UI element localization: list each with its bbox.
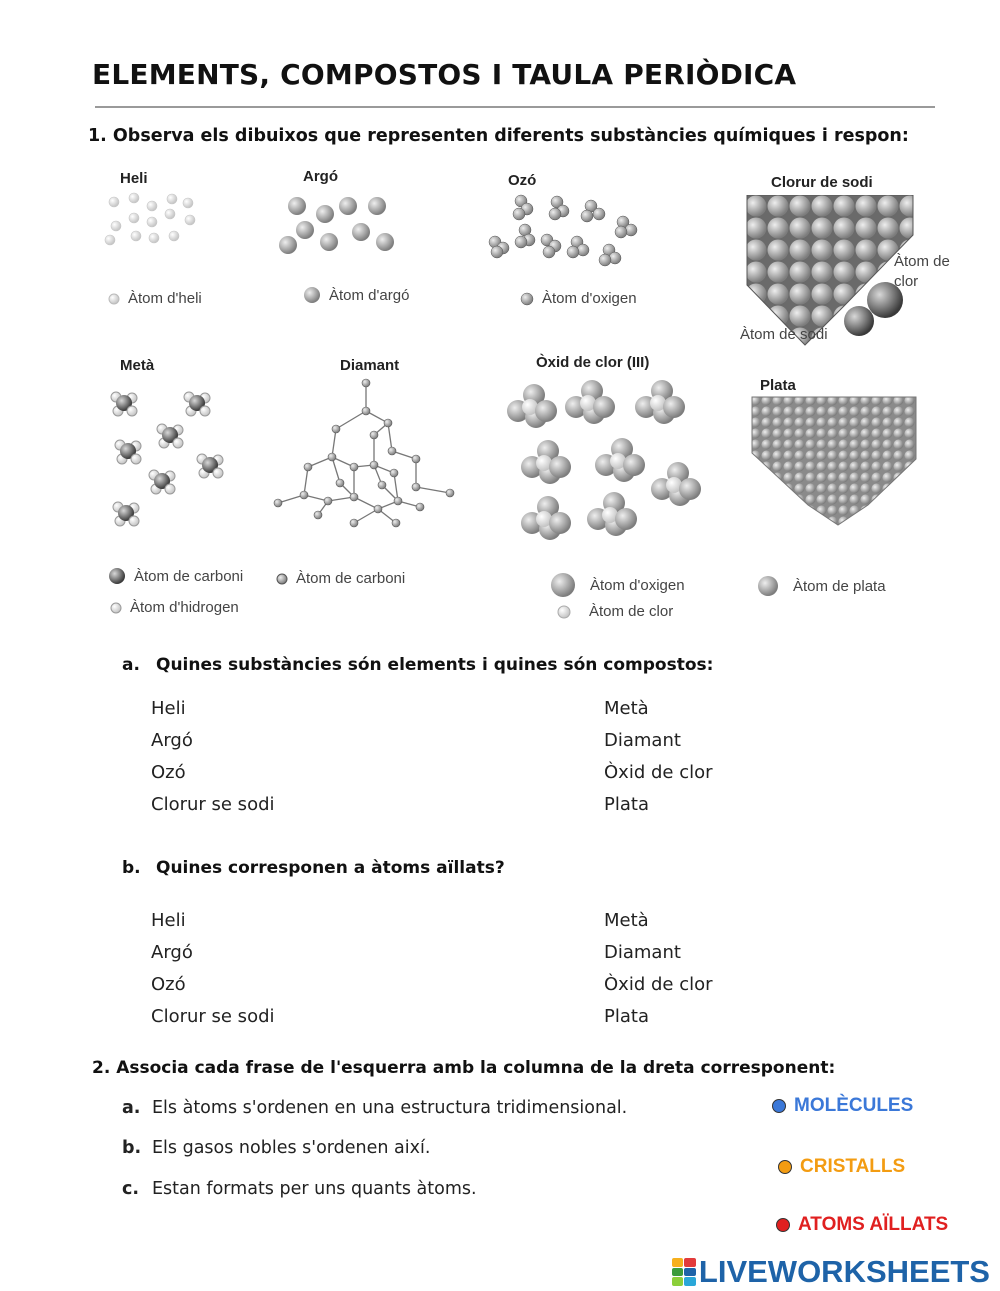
- category-crystals-label: CRISTALLS: [800, 1156, 906, 1177]
- chlorine-oxide-illustration: [500, 375, 710, 550]
- qb-option-diamant[interactable]: Diamant: [604, 942, 681, 963]
- liveworksheets-logo-icon: [672, 1258, 696, 1286]
- qa-option-diamant[interactable]: Diamant: [604, 730, 681, 751]
- qa-option-argo[interactable]: Argó: [151, 730, 193, 751]
- liveworksheets-logo: [672, 1254, 990, 1290]
- legend-silver: [757, 575, 886, 597]
- q2-statement-c-text: Estan formats per uns quants àtoms.: [152, 1179, 477, 1199]
- molecules-dot-icon[interactable]: [772, 1099, 786, 1113]
- legend-diamond-carbon-label: Àtom de carboni: [296, 570, 406, 587]
- hydrogen-atom-icon: [110, 602, 122, 614]
- qb-option-argo[interactable]: Argó: [151, 942, 193, 963]
- title-divider: [95, 106, 935, 108]
- panel-title-clorur: Clorur de sodi: [771, 174, 873, 191]
- qa-option-ozo[interactable]: Ozó: [151, 762, 186, 783]
- legend-argon: [303, 286, 409, 304]
- silver-crystal: [752, 397, 916, 525]
- carbon-atom-icon: [276, 573, 288, 585]
- ozone-molecules-illustration: [485, 190, 645, 270]
- diamond-structure-illustration: [270, 375, 465, 535]
- qb-option-heli[interactable]: Heli: [151, 910, 186, 931]
- legend-methane-carbon-label: Àtom de carboni: [134, 567, 244, 585]
- qb-option-clorur[interactable]: Clorur se sodi: [151, 1006, 275, 1027]
- panel-title-heli: Heli: [120, 170, 148, 187]
- q2-statement-a-label: a.: [122, 1098, 141, 1118]
- legend-methane-carbon: [108, 567, 243, 585]
- sodium-chloride-crystal: [747, 195, 913, 345]
- legend-oxide-oxygen-label: Àtom d'oxigen: [590, 576, 685, 594]
- category-molecules-label: MOLÈCULES: [794, 1095, 914, 1116]
- question-a-label: a.: [122, 655, 140, 675]
- question-a-text: Quines substàncies són elements i quines són compostos:: [156, 655, 714, 675]
- q2-statement-b[interactable]: [122, 1138, 430, 1158]
- helium-atoms-illustration: [100, 190, 210, 250]
- q2-statement-c[interactable]: [122, 1179, 477, 1199]
- legend-oxide-chlorine-label: Àtom de clor: [589, 603, 674, 620]
- chlorine-atom-icon: [557, 605, 571, 619]
- panel-title-ozo: Ozó: [508, 172, 537, 189]
- panel-title-argo: Argó: [303, 168, 338, 185]
- helium-atom-icon: [108, 293, 120, 305]
- q2-statement-b-label: b.: [122, 1138, 142, 1158]
- qa-option-clorur[interactable]: Clorur se sodi: [151, 794, 275, 815]
- question-b-label: b.: [122, 858, 141, 878]
- panel-title-diamant: Diamant: [340, 357, 400, 374]
- panel-title-oxid: Òxid de clor (III): [536, 354, 650, 371]
- qa-option-plata[interactable]: Plata: [604, 794, 649, 815]
- crystals-dot-icon[interactable]: [778, 1160, 792, 1174]
- legend-oxygen: [520, 290, 637, 307]
- legend-argon-label: Àtom d'argó: [329, 286, 410, 304]
- label-sodium-atom: Àtom de sodi: [740, 326, 828, 343]
- category-isolated-atoms[interactable]: [776, 1214, 948, 1236]
- question-2: 2. Associa cada frase de l'esquerra amb la columna de la dreta corresponent:: [92, 1058, 836, 1078]
- question-1: 1. Observa els dibuixos que representen diferents substàncies químiques i respon:: [88, 126, 909, 146]
- panel-title-meta: Metà: [120, 357, 155, 374]
- category-crystals[interactable]: [778, 1156, 905, 1178]
- q2-statement-a[interactable]: [122, 1098, 627, 1118]
- category-molecules[interactable]: [772, 1095, 913, 1117]
- silver-crystal-illustration: [750, 395, 920, 530]
- page-title: ELEMENTS, COMPOSTOS I TAULA PERIÒDICA: [92, 58, 797, 91]
- qb-option-meta[interactable]: Metà: [604, 910, 649, 931]
- qa-option-meta[interactable]: Metà: [604, 698, 649, 719]
- qb-option-ozo[interactable]: Ozó: [151, 974, 186, 995]
- oxygen-atom-icon: [550, 572, 576, 598]
- legend-helium-label: Àtom d'heli: [128, 290, 202, 307]
- legend-oxygen-label: Àtom d'oxigen: [542, 290, 637, 307]
- qb-option-plata[interactable]: Plata: [604, 1006, 649, 1027]
- argon-atom-icon: [303, 286, 321, 304]
- question-b-text: Quines corresponen a àtoms aïllats?: [156, 858, 505, 878]
- legend-oxide-chlorine: [557, 603, 673, 620]
- isolated-atoms-dot-icon[interactable]: [776, 1218, 790, 1232]
- qa-option-heli[interactable]: Heli: [151, 698, 186, 719]
- legend-methane-hydrogen-label: Àtom d'hidrogen: [130, 599, 239, 616]
- legend-methane-hydrogen: [110, 599, 239, 616]
- liveworksheets-logo-text: LIVEWORKSHEETS: [698, 1254, 990, 1289]
- legend-diamond-carbon: [276, 570, 405, 587]
- carbon-atom-icon: [108, 567, 126, 585]
- methane-molecules-illustration: [100, 385, 235, 530]
- sodium-atom-pointer: [844, 306, 874, 336]
- category-isolated-atoms-label: ATOMS AÏLLATS: [798, 1214, 949, 1235]
- panel-title-plata: Plata: [760, 377, 796, 394]
- label-chlorine-atom: Àtom de clor: [894, 253, 950, 290]
- legend-oxide-oxygen: [550, 572, 685, 598]
- argon-atoms-illustration: [275, 190, 400, 260]
- silver-atom-icon: [757, 575, 779, 597]
- legend-silver-label: Àtom de plata: [793, 577, 886, 595]
- q2-statement-c-label: c.: [122, 1179, 140, 1199]
- oxygen-atom-icon: [520, 292, 534, 306]
- qb-option-oxid[interactable]: Òxid de clor: [604, 974, 713, 995]
- q2-statement-b-text: Els gasos nobles s'ordenen així.: [152, 1138, 431, 1158]
- legend-helium: [108, 290, 202, 307]
- q2-statement-a-text: Els àtoms s'ordenen en una estructura tridimensional.: [152, 1098, 628, 1118]
- qa-option-oxid[interactable]: Òxid de clor: [604, 762, 713, 783]
